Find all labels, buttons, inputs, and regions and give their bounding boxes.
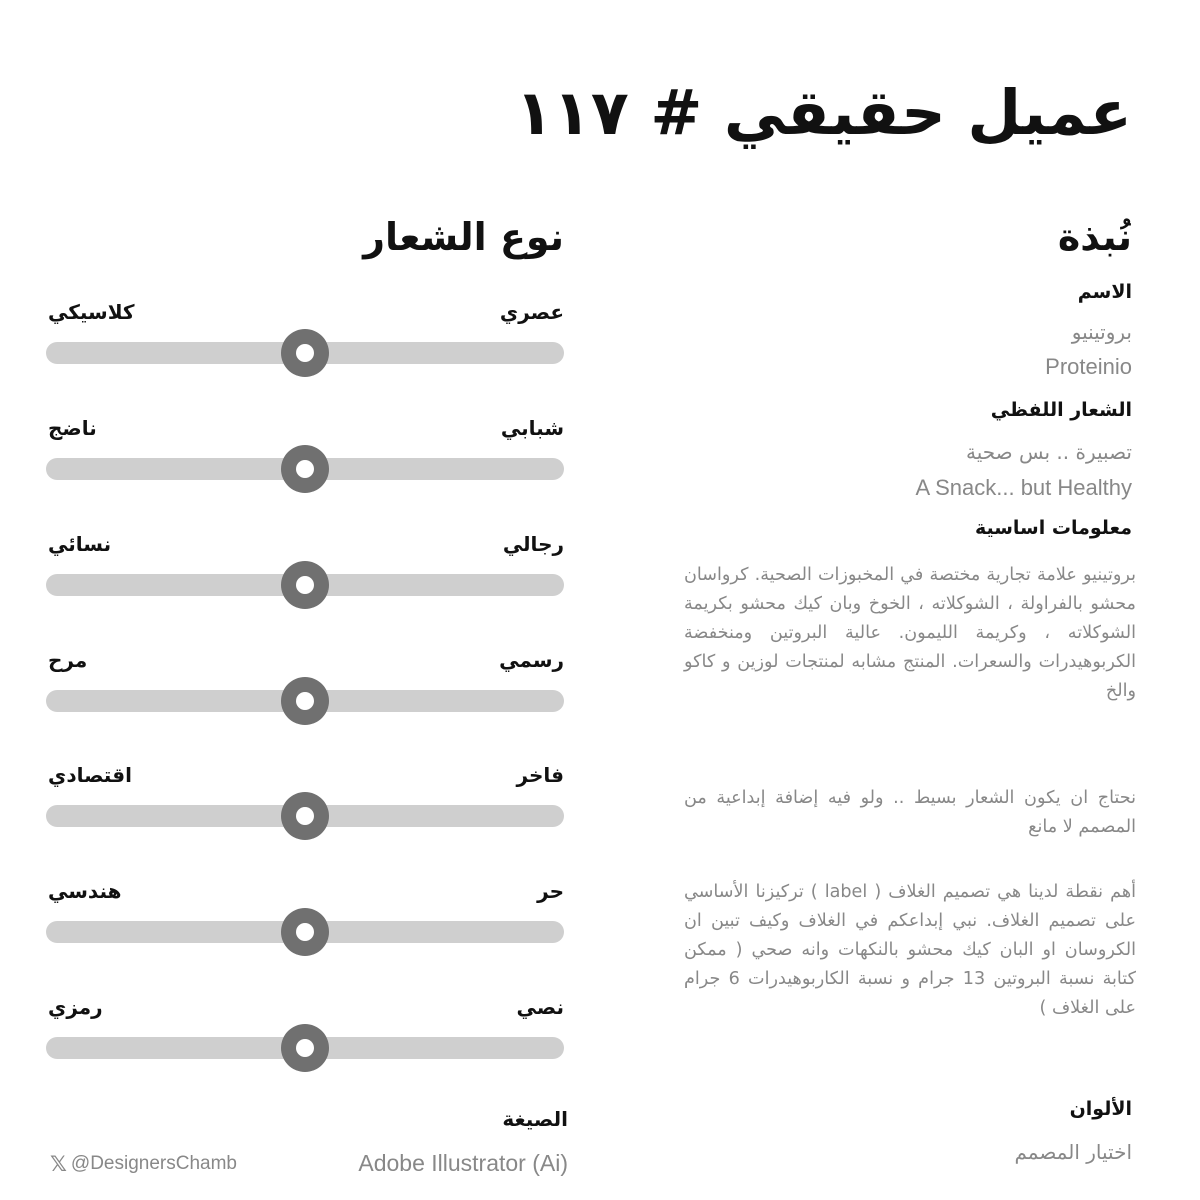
name-label: الاسم bbox=[1077, 281, 1132, 303]
page-title: عميل حقيقي # ١١٧ bbox=[515, 76, 1132, 149]
name-arabic: بروتينيو bbox=[1071, 320, 1132, 344]
slogan-label: الشعار اللفظي bbox=[990, 399, 1132, 421]
slogan-arabic: تصبيرة .. بس صحية bbox=[966, 440, 1132, 464]
slider-thumb[interactable] bbox=[281, 561, 329, 609]
slider-right-label: رجالي bbox=[502, 532, 564, 556]
brief-heading: نُبذة bbox=[1057, 215, 1132, 259]
slider-thumb-hole bbox=[296, 923, 314, 941]
logo-type-heading: نوع الشعار bbox=[363, 215, 564, 259]
info-paragraph-3: أهم نقطة لدينا هي تصميم الغلاف ( label ) تركيزنا الأساسي على تصميم الغلاف. نبي إبداعكم في الغلاف وكيف تبين ان الكروسان او البان كيك محشو بالنكهات وانه صحي ( ممكن كتابة نسبة البروتين 13 جرام و نسبة الكاربوهيدرات 6 جرام على الغلاف ) bbox=[684, 882, 1136, 1018]
slider-masculine-feminine[interactable] bbox=[46, 532, 564, 632]
info-label: معلومات اساسية bbox=[974, 517, 1132, 539]
slider-thumb-hole bbox=[296, 576, 314, 594]
slogan-english: A Snack... but Healthy bbox=[915, 475, 1132, 500]
slider-thumb-hole bbox=[296, 692, 314, 710]
slider-free-geometric[interactable] bbox=[46, 879, 564, 979]
slider-thumb[interactable] bbox=[281, 1024, 329, 1072]
slider-left-label: هندسي bbox=[48, 879, 122, 903]
slider-right-label: حر bbox=[537, 879, 564, 903]
slider-thumb-hole bbox=[296, 344, 314, 362]
name-english: Proteinio bbox=[1045, 354, 1132, 379]
handle-text: @DesignersChamb bbox=[70, 1153, 237, 1174]
slider-thumb-hole bbox=[296, 807, 314, 825]
slider-right-label: شبابي bbox=[500, 416, 564, 440]
info-paragraph-1: بروتينيو علامة تجارية مختصة في المخبوزات الصحية. كرواسان محشو بالفراولة ، الشوكلاته ، الخوخ وبان كيك محشو بكريمة الشوكلاته ، وكريمة الليمون. عالية البروتين ومنخفضة الكربوهيدرات والسعرات. المنتج مشابه لمنتجات لوزين و كاكو والخ bbox=[684, 565, 1136, 701]
slider-right-label: عصري bbox=[499, 300, 564, 324]
colors-value: اختيار المصمم bbox=[1014, 1140, 1132, 1164]
info-paragraph-2: نحتاج ان يكون الشعار بسيط .. ولو فيه إضافة إبداعية من المصمم لا مانع bbox=[684, 788, 1136, 837]
slider-thumb[interactable] bbox=[281, 908, 329, 956]
slider-thumb[interactable] bbox=[281, 329, 329, 377]
slider-right-label: فاخر bbox=[516, 763, 564, 787]
slider-left-label: مرح bbox=[48, 648, 88, 672]
slider-thumb[interactable] bbox=[281, 445, 329, 493]
colors-label: الألوان bbox=[1069, 1098, 1132, 1120]
slider-youthful-mature[interactable] bbox=[46, 416, 564, 516]
slider-modern-classic[interactable] bbox=[46, 300, 564, 400]
slider-thumb[interactable] bbox=[281, 677, 329, 725]
slider-left-label: اقتصادي bbox=[48, 763, 132, 787]
slider-left-label: ناضج bbox=[48, 416, 97, 440]
slider-right-label: نصي bbox=[516, 995, 564, 1019]
slider-formal-playful[interactable] bbox=[46, 648, 564, 748]
slider-left-label: رمزي bbox=[48, 995, 103, 1019]
social-handle[interactable] bbox=[50, 1152, 237, 1176]
slider-right-label: رسمي bbox=[499, 648, 564, 672]
slider-thumb-hole bbox=[296, 1039, 314, 1057]
slider-left-label: نسائي bbox=[48, 532, 112, 556]
format-label: الصيغة bbox=[502, 1107, 568, 1131]
x-logo-icon: 𝕏 bbox=[50, 1152, 67, 1176]
slider-luxury-economic[interactable] bbox=[46, 763, 564, 863]
slider-text-symbolic[interactable] bbox=[46, 995, 564, 1095]
slider-thumb[interactable] bbox=[281, 792, 329, 840]
slider-thumb-hole bbox=[296, 460, 314, 478]
slider-left-label: كلاسيكي bbox=[48, 300, 135, 324]
format-value: Adobe Illustrator (Ai) bbox=[358, 1150, 568, 1176]
